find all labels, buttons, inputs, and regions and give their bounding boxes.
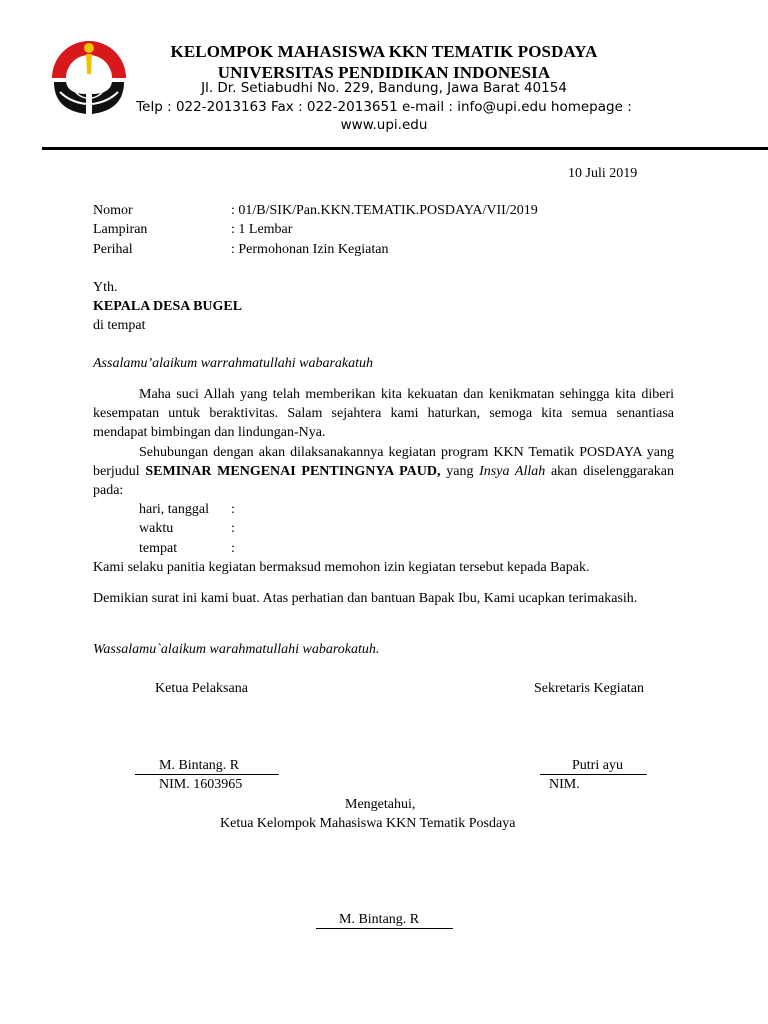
paragraph-request: Kami selaku panitia kegiatan bermaksud memohon izin kegiatan tersebut kepada Bapak. — [93, 560, 590, 575]
org-name-line2: UNIVERSITAS PENDIDIKAN INDONESIA — [217, 63, 551, 82]
contact-line2: www.upi.edu — [340, 117, 428, 133]
signature-left-role: Ketua Pelaksana — [155, 681, 248, 696]
salam-closing: Wassalamu`alaikum warahmatullahi wabarokatuh. — [93, 642, 380, 657]
acknowledge-label: Mengetahui, — [345, 797, 416, 812]
meta-label-perihal: Perihal — [93, 242, 133, 257]
paragraph-intro: Maha suci Allah yang telah memberikan kita kekuatan dan kenikmatan sehingga kita diberi kesempatan untuk beraktivitas. Salam sejahtera kami haturkan, semoga kita semua senantiasa mendapat bimbingan dan lindungan-Nya. — [93, 387, 674, 440]
header-divider — [42, 147, 768, 150]
meta-label-lampiran: Lampiran — [93, 222, 148, 237]
paragraph-event — [93, 443, 674, 500]
recipient-greeting: Yth. — [93, 280, 118, 295]
acknowledge-name: M. Bintang. R — [339, 912, 420, 927]
schedule-colon-time: : — [231, 521, 235, 536]
signature-left-line — [135, 774, 279, 775]
recipient-place: di tempat — [93, 318, 146, 333]
meta-label-nomor: Nomor — [93, 203, 133, 218]
org-address: Jl. Dr. Setiabudhi No. 229, Bandung, Jawa Barat 40154 — [201, 80, 567, 96]
signature-right-nim: NIM. — [549, 777, 580, 792]
recipient-name: KEPALA DESA BUGEL — [93, 299, 243, 314]
paragraph-event-text1: Sehubungan dengan akan dilaksanakannya kegiatan program KKN Tematik POSDAYA yang berjudul — [93, 445, 674, 479]
signature-left-nim: NIM. 1603965 — [159, 777, 243, 792]
meta-value-perihal: : Permohonan Izin Kegiatan — [231, 242, 389, 257]
salam-opening: Assalamu’alaikum warrahmatullahi wabarakatuh — [93, 356, 374, 371]
paragraph-event-insya-allah: Insya Allah — [479, 464, 546, 479]
paragraph-closing: Demikian surat ini kami buat. Atas perhatian dan bantuan Bapak Ibu, Kami ucapkan terimakasih. — [93, 591, 638, 606]
schedule-colon-place: : — [231, 541, 235, 556]
paragraph-event-text2: yang — [440, 464, 480, 479]
schedule-colon-date: : — [231, 502, 235, 517]
paragraph-event-text3: akan diselenggarakan pada: — [93, 464, 675, 498]
schedule-label-place: tempat — [139, 541, 178, 556]
meta-value-lampiran: : 1 Lembar — [231, 222, 293, 237]
acknowledge-signature-line — [316, 928, 453, 929]
meta-value-nomor: : 01/B/SIK/Pan.KKN.TEMATIK.POSDAYA/VII/2019 — [231, 203, 538, 218]
contact-line1: Telp : 022-2013163 Fax : 022-2013651 e-mail : info@upi.edu homepage : — [136, 99, 632, 115]
org-name-line1: KELOMPOK MAHASISWA KKN TEMATIK POSDAYA — [170, 42, 598, 61]
event-title: SEMINAR MENGENAI PENTINGNYA PAUD, — [145, 464, 441, 479]
letter-date: 10 Juli 2019 — [568, 166, 638, 181]
schedule-label-date: hari, tanggal — [139, 502, 209, 517]
org-contact — [100, 98, 668, 134]
signature-right-role: Sekretaris Kegiatan — [534, 681, 645, 696]
signature-right-name: Putri ayu — [572, 758, 623, 773]
signature-right-line — [540, 774, 647, 775]
acknowledge-role: Ketua Kelompok Mahasiswa KKN Tematik Posdaya — [220, 816, 516, 831]
signature-left-name: M. Bintang. R — [159, 758, 240, 773]
schedule-label-time: waktu — [139, 521, 174, 536]
